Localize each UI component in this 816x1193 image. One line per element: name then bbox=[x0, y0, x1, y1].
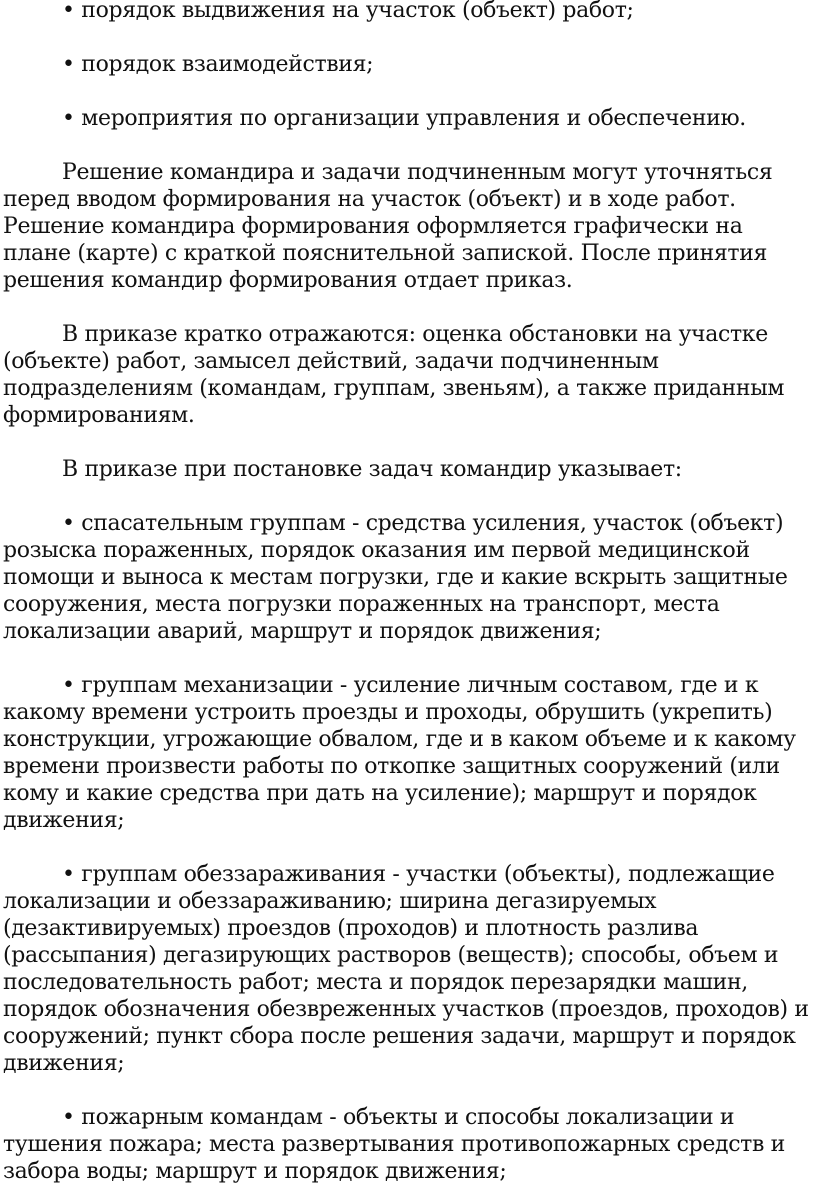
bullet-rescue-groups: • спасательным группам - средства усиления, участок (объект) розыска пораженных, порядок оказания им первой медицинской помощи и выноса к местам погрузки, где и какие вскрыть защитные сооружения, места погрузки пораженных на транспорт, места локализации аварий, маршрут и порядок движения; bbox=[3, 511, 788, 644]
bullet-interaction-order: • порядок взаимодействия; bbox=[62, 52, 374, 77]
bullet-management-measures: • мероприятия по организации управления и обеспечению. bbox=[62, 106, 746, 131]
bullet-fire-teams: • пожарным командам - объекты и способы локализации и тушения пожара; места развертывания противопожарных средств и забора воды; маршрут и порядок движения; bbox=[3, 1105, 785, 1184]
paragraph-order-tasks-intro: В приказе при постановке задач командир указывает: bbox=[62, 457, 682, 482]
paragraph-commander-decision: Решение командира и задачи подчиненным могут уточняться перед вводом формирования на участок (объект) и в ходе работ. Решение командира формирования оформляется графически на плане (карте) с краткой пояснительной запиской. После принятия решения командир формирования отдает приказ. bbox=[3, 160, 773, 293]
bullet-advance-order: • порядок выдвижения на участок (объект) работ; bbox=[62, 0, 634, 23]
bullet-mechanization-groups: • группам механизации - усиление личным составом, где и к какому времени устроить проезды и проходы, обрушить (укрепить) конструкции, угрожающие обвалом, где и в каком объеме и к какому времени произвести работы по откопке защитных сооружений (или кому и какие средства при дать на усиление); маршрут и порядок движения; bbox=[3, 673, 796, 833]
paragraph-order-contents: В приказе кратко отражаются: оценка обстановки на участке (объекте) работ, замысел действий, задачи подчиненным подразделениям (командам, группам, звеньям), а также приданным формированиям. bbox=[3, 322, 785, 428]
bullet-decontamination-groups: • группам обеззараживания - участки (объекты), подлежащие локализации и обеззараживанию; ширина дегазируемых (дезактивируемых) проездов (проходов) и плотность разлива (рассыпания) дегазирующих растворов (веществ); способы, объем и последовательность работ; места и порядок перезарядки машин, порядок обозначения обезвреженных участков (проездов, проходов) и сооружений; пункт сбора после решения задачи, маршрут и порядок движения; bbox=[3, 862, 809, 1076]
